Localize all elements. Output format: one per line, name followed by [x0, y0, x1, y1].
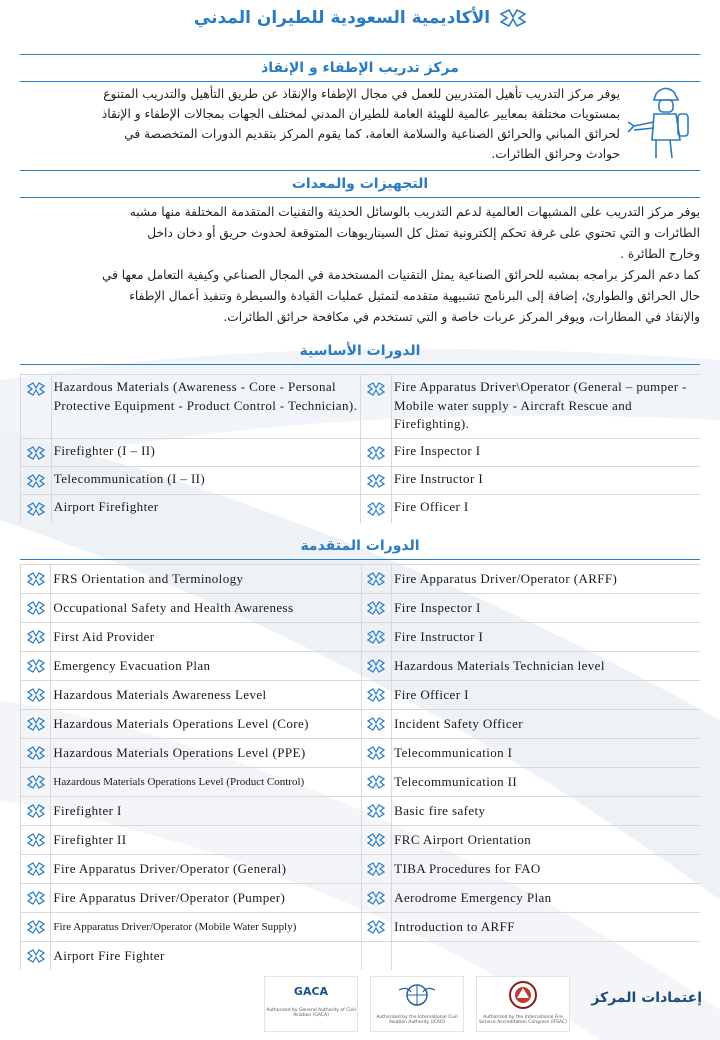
plane-bullet-icon — [367, 804, 385, 818]
plane-bullet-icon — [27, 804, 45, 818]
course-item: FRS Orientation and Terminology — [51, 565, 361, 594]
gaca-accreditation-logo: GACA Authorized by General Authority of Civil Aviation (GACA) — [264, 976, 358, 1032]
table-row — [21, 681, 701, 710]
plane-bullet-icon — [27, 688, 45, 702]
course-item: Fire Apparatus Driver\Operator (General – pumper - Mobile water supply - Aircraft Rescue and Firefighting). — [391, 375, 700, 439]
plane-bullet-icon — [367, 891, 385, 905]
equipment-paragraph: يوفر مركز التدريب على المشبهات العالمية لدعم التدريب بالوسائل الحديثة والتقنيات المتقدمة المختلفة منها مشبه الطائرات و التي تحتوي على غرفة تحكم إلكترونية تمثل كل السيناريوهات المتوقعة لحدوث حريق أو دخان داخل وخارج الطائرة . كما دعم المركز برامجه بمشبه للحرائق الصناعية يمثل التقنيات المستخدمة في المجال الصناعي وكيفية التعامل معها في حال الحرائق والطوارئ، إضافة إلى البرنامج تشبيهية متقدمه لتمثيل عمليات القيادة والسيطرة وتنفيذ أعمال الإطفاء والإنقاذ في المطارات، ويوفر المركز عربات خاصة و التي تستخدم في مكافحة حرائق الطائرات. — [101, 205, 700, 324]
plane-bullet-icon — [367, 717, 385, 731]
plane-bullet-icon — [27, 382, 45, 396]
course-item: First Aid Provider — [51, 623, 361, 652]
ifsac-seal-icon — [506, 980, 540, 1010]
plane-bullet-icon — [27, 949, 45, 963]
academy-logo-icon — [500, 8, 526, 28]
plane-bullet-icon — [27, 572, 45, 586]
course-item: Hazardous Materials (Awareness - Core - Personal Protective Equipment - Product Control - Technician). — [51, 375, 360, 439]
table-row — [21, 913, 701, 942]
course-item — [392, 942, 700, 971]
plane-bullet-icon — [27, 659, 45, 673]
section-equipment-heading: التجهيزات والمعدات — [0, 176, 720, 192]
course-item: Fire Officer I — [391, 495, 700, 523]
course-item: Telecommunication (I – II) — [51, 467, 360, 495]
course-item: Fire Inspector I — [391, 439, 700, 467]
plane-bullet-icon — [27, 474, 45, 488]
plane-bullet-icon — [27, 862, 45, 876]
course-item: Firefighter I — [51, 797, 361, 826]
table-row — [21, 594, 701, 623]
table-row — [21, 884, 701, 913]
plane-bullet-icon — [367, 833, 385, 847]
plane-bullet-icon — [367, 862, 385, 876]
course-item: Airport Firefighter — [51, 495, 360, 523]
table-row — [21, 652, 701, 681]
table-row — [21, 855, 701, 884]
table-row — [21, 623, 701, 652]
advanced-courses-table — [20, 564, 700, 970]
plane-bullet-icon — [367, 746, 385, 760]
plane-bullet-icon — [367, 775, 385, 789]
plane-bullet-icon — [27, 601, 45, 615]
course-item: Hazardous Materials Operations Level (Product Control) — [51, 768, 361, 797]
course-item: Aerodrome Emergency Plan — [392, 884, 700, 913]
plane-bullet-icon — [367, 920, 385, 934]
course-item: Airport Fire Fighter — [51, 942, 361, 971]
icao-emblem-icon — [397, 980, 437, 1010]
course-item: Fire Officer I — [392, 681, 700, 710]
page-title: الأكاديمية السعودية للطيران المدني — [193, 8, 491, 28]
accreditation-label: إعتمادات المركز — [591, 990, 702, 1006]
plane-bullet-icon — [27, 746, 45, 760]
course-item: Fire Inspector I — [392, 594, 700, 623]
course-item: TIBA Procedures for FAO — [392, 855, 700, 884]
ifsac-accreditation-logo: Authorized by the International Fire Service Accreditation Congress (IFSAC) — [476, 976, 570, 1032]
course-item: Occupational Safety and Health Awareness — [51, 594, 361, 623]
section-advanced-courses-heading: الدورات المتقدمة — [0, 538, 720, 554]
icao-accreditation-logo: Authorized by the International Civil Aviation Authority (ICAO) — [370, 976, 464, 1032]
course-item: Fire Apparatus Driver/Operator (Mobile Water Supply) — [51, 913, 361, 942]
course-item: Emergency Evacuation Plan — [51, 652, 361, 681]
table-row — [21, 565, 701, 594]
plane-bullet-icon — [367, 382, 385, 396]
table-row — [21, 495, 701, 523]
course-item: Hazardous Materials Technician level — [392, 652, 700, 681]
plane-bullet-icon — [27, 630, 45, 644]
firefighter-icon — [626, 82, 698, 162]
course-item: Hazardous Materials Awareness Level — [51, 681, 361, 710]
plane-bullet-icon — [367, 446, 385, 460]
course-item: Basic fire safety — [392, 797, 700, 826]
plane-bullet-icon — [27, 891, 45, 905]
course-item: FRC Airport Orientation — [392, 826, 700, 855]
section-fire-center-heading: مركز تدريب الإطفاء و الإنقاذ — [0, 60, 720, 76]
course-item: Telecommunication I — [392, 739, 700, 768]
course-item: Incident Safety Officer — [392, 710, 700, 739]
plane-bullet-icon — [27, 920, 45, 934]
course-item: Telecommunication II — [392, 768, 700, 797]
table-row — [21, 826, 701, 855]
plane-bullet-icon — [27, 502, 45, 516]
plane-bullet-icon — [367, 474, 385, 488]
plane-bullet-icon — [27, 446, 45, 460]
course-item: Firefighter II — [51, 826, 361, 855]
course-item: Fire Instructor I — [391, 467, 700, 495]
plane-bullet-icon — [367, 601, 385, 615]
course-item: Fire Apparatus Driver/Operator (ARFF) — [392, 565, 700, 594]
plane-bullet-icon — [367, 630, 385, 644]
table-row — [21, 942, 701, 971]
plane-bullet-icon — [27, 833, 45, 847]
plane-bullet-icon — [27, 717, 45, 731]
plane-bullet-icon — [27, 775, 45, 789]
section-basic-courses-heading: الدورات الأساسية — [0, 343, 720, 359]
gaca-logo-text: GACA — [293, 985, 329, 998]
basic-courses-table — [20, 374, 700, 523]
fire-center-paragraph: يوفر مركز التدريب تأهيل المتدربين للعمل في مجال الإطفاء والإنقاذ عن طريق التأهيل والتدريب المتنوع بمستويات مختلفة بمعايير عالمية للهيئة العامة للطيران المدني لمختلف الجهات بمجالات الإطفاء و الإنقاذ لحرائق المباني والحرائق الصناعية والسلامة العامة، كما يقوم المركز بتقديم الدورات المتخصصة في حوادث وحرائق الطائرات. — [101, 87, 620, 161]
plane-bullet-icon — [367, 572, 385, 586]
course-item: Hazardous Materials Operations Level (Core) — [51, 710, 361, 739]
plane-bullet-icon — [367, 688, 385, 702]
page-header — [0, 8, 720, 33]
course-item: Fire Instructor I — [392, 623, 700, 652]
course-item: Fire Apparatus Driver/Operator (Pumper) — [51, 884, 361, 913]
table-row — [21, 768, 701, 797]
table-row — [21, 797, 701, 826]
course-item: Introduction to ARFF — [392, 913, 700, 942]
table-row — [21, 439, 701, 467]
plane-bullet-icon — [367, 659, 385, 673]
course-item: Firefighter (I – II) — [51, 439, 360, 467]
plane-bullet-icon — [367, 502, 385, 516]
course-item: Hazardous Materials Operations Level (PPE) — [51, 739, 361, 768]
table-row — [21, 710, 701, 739]
table-row — [21, 375, 701, 439]
table-row — [21, 467, 701, 495]
table-row — [21, 739, 701, 768]
course-item: Fire Apparatus Driver/Operator (General) — [51, 855, 361, 884]
